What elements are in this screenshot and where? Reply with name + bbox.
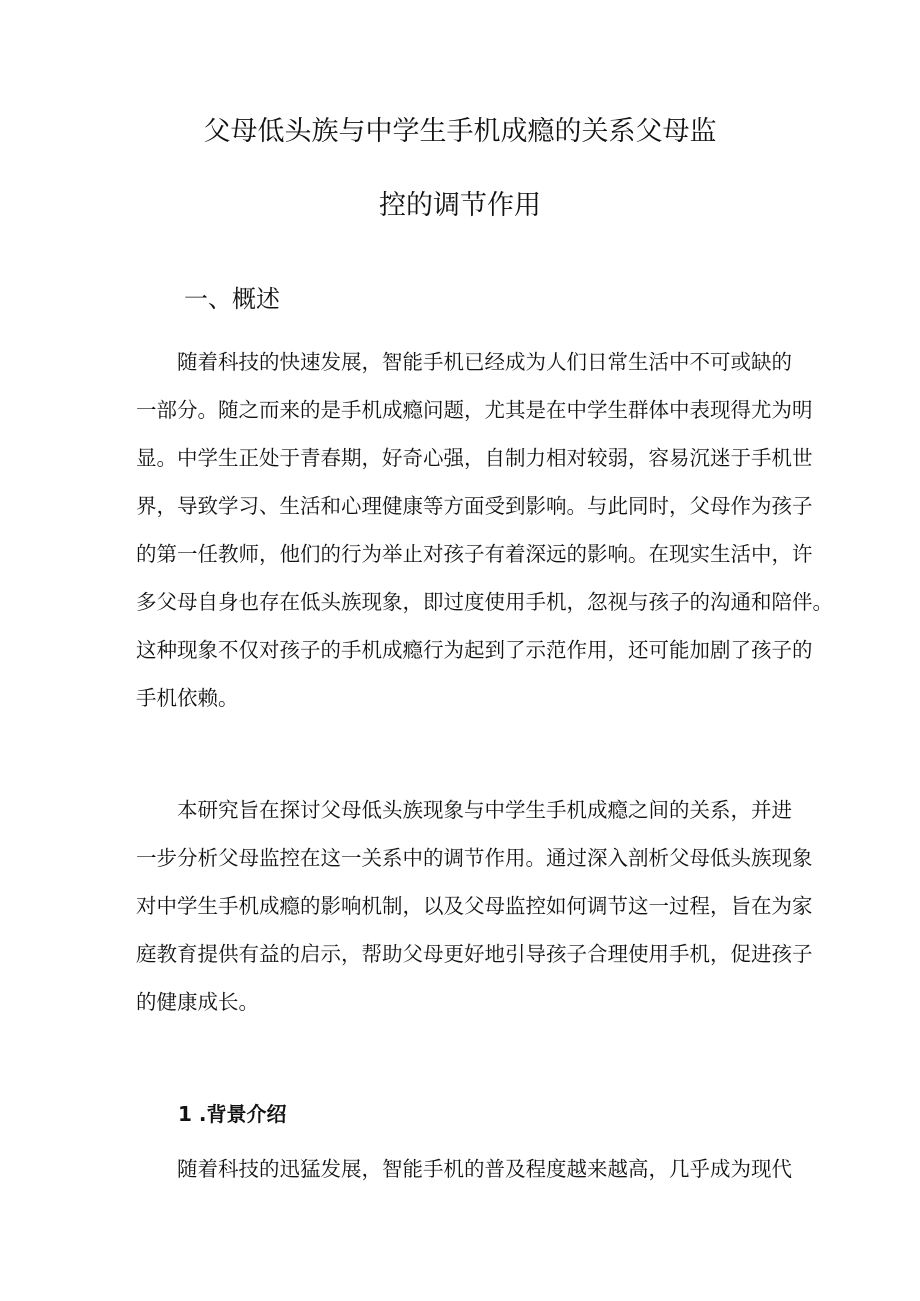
paragraph-1-line: 手机依赖。	[136, 686, 239, 710]
paragraph-1-line: 界，导致学习、生活和心理健康等方面受到影响。与此同时，父母作为孩子	[136, 494, 813, 518]
paragraph-2-line: 本研究旨在探讨父母低头族现象与中学生手机成瘾之间的关系，并进	[177, 798, 792, 822]
paragraph-2	[136, 786, 813, 1026]
section-heading-overview: 一、概述	[184, 285, 280, 313]
paragraph-1-line: 随着科技的快速发展，智能手机已经成为人们日常生活中不可或缺的	[177, 350, 792, 374]
paragraph-2-line: 一步分析父母监控在这一关系中的调节作用。通过深入剖析父母低头族现象	[136, 846, 813, 870]
paragraph-2-line: 庭教育提供有益的启示，帮助父母更好地引导孩子合理使用手机，促进孩子	[136, 942, 813, 966]
subsection-heading-background: 1 .背景介绍	[178, 1102, 287, 1126]
paragraph-2-line: 对中学生手机成瘾的影响机制，以及父母监控如何调节这一过程，旨在为家	[136, 894, 813, 918]
paragraph-3	[136, 1145, 792, 1193]
document-title-line-1: 父母低头族与中学生手机成瘾的关系父母监	[203, 116, 717, 147]
paragraph-3-line: 随着科技的迅猛发展，智能手机的普及程度越来越高，几乎成为现代	[177, 1157, 792, 1181]
paragraph-2-line: 的健康成长。	[136, 990, 259, 1014]
document-title-line-2: 控的调节作用	[379, 190, 541, 221]
paragraph-1-line: 显。中学生正处于青春期，好奇心强，自制力相对较弱，容易沉迷于手机世	[136, 446, 813, 470]
paragraph-1-line: 一部分。随之而来的是手机成瘾问题，尤其是在中学生群体中表现得尤为明	[136, 398, 813, 422]
paragraph-1-line: 这种现象不仅对孩子的手机成瘾行为起到了示范作用，还可能加剧了孩子的	[136, 638, 813, 662]
paragraph-1-line: 的第一任教师，他们的行为举止对孩子有着深远的影响。在现实生活中，许	[136, 542, 813, 566]
paragraph-1-line: 多父母自身也存在低头族现象，即过度使用手机，忽视与孩子的沟通和陪伴。	[136, 590, 833, 614]
paragraph-1	[136, 338, 833, 722]
